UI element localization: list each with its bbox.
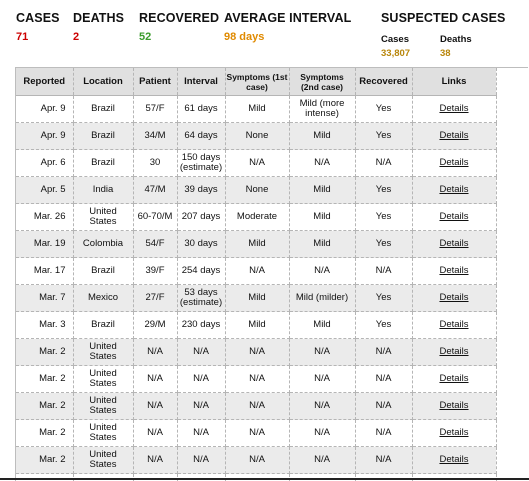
table-row (16, 96, 496, 123)
location-cell: United States (73, 366, 133, 393)
symptoms-2nd-cell: N/A (289, 447, 355, 474)
interval-cell: N/A (177, 339, 225, 366)
symptoms-1st-cell: N/A (225, 447, 289, 474)
recovered-cell: N/A (355, 420, 412, 447)
location-cell: United States (73, 447, 133, 474)
details-link[interactable]: Details (439, 184, 468, 195)
symptoms-2nd-cell: Mild (289, 312, 355, 339)
stat-suspected-label: SUSPECTED CASES (381, 11, 505, 25)
table-row (16, 447, 496, 474)
reported-cell: Apr. 5 (16, 177, 73, 204)
stat-deaths-label: DEATHS (73, 11, 124, 25)
symptoms-1st-cell: N/A (225, 393, 289, 420)
column-header-interval: Interval (177, 68, 225, 96)
patient-cell: 60-70/M (133, 204, 177, 231)
recovered-cell: Yes (355, 231, 412, 258)
links-cell (412, 231, 496, 258)
symptoms-2nd-cell: Mild (289, 123, 355, 150)
reported-cell: Apr. 6 (16, 150, 73, 177)
symptoms-2nd-cell: N/A (289, 150, 355, 177)
table-row (16, 420, 496, 447)
links-cell (412, 339, 496, 366)
table-row (16, 285, 496, 312)
reported-cell: Mar. 2 (16, 366, 73, 393)
details-link[interactable]: Details (439, 319, 468, 330)
symptoms-2nd-cell: N/A (289, 420, 355, 447)
interval-cell: N/A (177, 393, 225, 420)
patient-cell: 29/M (133, 312, 177, 339)
interval-cell: 207 days (177, 204, 225, 231)
stat-cases (16, 11, 60, 43)
table-row (16, 150, 496, 177)
location-cell: United States (73, 420, 133, 447)
links-cell (412, 312, 496, 339)
patient-cell: 39/F (133, 258, 177, 285)
recovered-cell: Yes (355, 204, 412, 231)
reported-cell: Mar. 2 (16, 393, 73, 420)
stat-average-interval (224, 11, 351, 43)
column-header-reported: Reported (16, 68, 73, 96)
location-cell: United States (73, 204, 133, 231)
reported-cell: Mar. 7 (16, 285, 73, 312)
stats-summary (0, 0, 529, 62)
location-cell: India (73, 177, 133, 204)
column-header-links: Links (412, 68, 496, 96)
recovered-cell: N/A (355, 339, 412, 366)
location-cell: United States (73, 393, 133, 420)
recovered-cell: Yes (355, 123, 412, 150)
table-row (16, 258, 496, 285)
stat-recovered-value: 52 (139, 31, 219, 43)
details-link[interactable]: Details (439, 346, 468, 357)
symptoms-1st-cell: Mild (225, 231, 289, 258)
location-cell: Brazil (73, 96, 133, 123)
interval-cell: N/A (177, 366, 225, 393)
column-header-location: Location (73, 68, 133, 96)
interval-cell: 30 days (177, 231, 225, 258)
suspected-cases-label: Cases (381, 33, 410, 47)
recovered-cell: N/A (355, 366, 412, 393)
column-header-symptoms-2nd: Symptoms (2nd case) (289, 68, 355, 96)
stat-average-interval-value: 98 days (224, 31, 351, 43)
links-cell (412, 204, 496, 231)
symptoms-2nd-cell: Mild (milder) (289, 285, 355, 312)
reported-cell: Mar. 2 (16, 447, 73, 474)
stat-deaths-value: 2 (73, 31, 124, 43)
symptoms-1st-cell: Mild (225, 312, 289, 339)
patient-cell: 54/F (133, 231, 177, 258)
table-row (16, 393, 496, 420)
stat-suspected (381, 11, 505, 25)
links-cell (412, 96, 496, 123)
patient-cell: N/A (133, 339, 177, 366)
interval-cell: N/A (177, 420, 225, 447)
patient-cell: 30 (133, 150, 177, 177)
location-cell: Brazil (73, 150, 133, 177)
cases-table (16, 68, 497, 481)
suspected-deaths-value: 38 (440, 47, 472, 61)
interval-cell: 53 days (estimate) (177, 285, 225, 312)
symptoms-2nd-cell: Mild (289, 177, 355, 204)
details-link[interactable]: Details (439, 454, 468, 465)
table-row (16, 312, 496, 339)
location-cell: Brazil (73, 258, 133, 285)
symptoms-2nd-cell: N/A (289, 339, 355, 366)
reported-cell: Mar. 26 (16, 204, 73, 231)
reported-cell: Mar. 19 (16, 231, 73, 258)
reported-cell: Mar. 3 (16, 312, 73, 339)
recovered-cell: Yes (355, 312, 412, 339)
stat-cases-label: CASES (16, 11, 60, 25)
symptoms-2nd-cell: N/A (289, 366, 355, 393)
symptoms-1st-cell: N/A (225, 339, 289, 366)
interval-cell: 254 days (177, 258, 225, 285)
links-cell (412, 285, 496, 312)
symptoms-1st-cell: N/A (225, 366, 289, 393)
details-link[interactable]: Details (439, 130, 468, 141)
interval-cell: N/A (177, 447, 225, 474)
table-row (16, 177, 496, 204)
column-header-recovered: Recovered (355, 68, 412, 96)
recovered-cell: Yes (355, 96, 412, 123)
details-link[interactable]: Details (439, 400, 468, 411)
stat-average-interval-label: AVERAGE INTERVAL (224, 11, 351, 25)
recovered-cell: N/A (355, 447, 412, 474)
interval-cell: 39 days (177, 177, 225, 204)
stat-deaths (73, 11, 124, 43)
interval-cell: 61 days (177, 96, 225, 123)
details-link[interactable]: Details (439, 238, 468, 249)
details-link[interactable]: Details (439, 103, 468, 114)
links-cell (412, 258, 496, 285)
stat-recovered (139, 11, 219, 43)
details-link[interactable]: Details (439, 211, 468, 222)
table-row (16, 366, 496, 393)
location-cell: Mexico (73, 285, 133, 312)
patient-cell: 57/F (133, 96, 177, 123)
cases-table-container[interactable] (15, 67, 528, 481)
interval-cell: 230 days (177, 312, 225, 339)
links-cell (412, 447, 496, 474)
recovered-cell: Yes (355, 285, 412, 312)
stat-cases-value: 71 (16, 31, 60, 43)
symptoms-1st-cell: Mild (225, 285, 289, 312)
location-cell: Colombia (73, 231, 133, 258)
symptoms-1st-cell: N/A (225, 420, 289, 447)
symptoms-1st-cell: N/A (225, 258, 289, 285)
patient-cell: N/A (133, 366, 177, 393)
symptoms-2nd-cell: Mild (289, 204, 355, 231)
reported-cell: Apr. 9 (16, 123, 73, 150)
location-cell: United States (73, 339, 133, 366)
patient-cell: 27/F (133, 285, 177, 312)
interval-cell: 150 days (estimate) (177, 150, 225, 177)
location-cell: Brazil (73, 123, 133, 150)
location-cell: Brazil (73, 312, 133, 339)
patient-cell: 47/M (133, 177, 177, 204)
symptoms-1st-cell: Moderate (225, 204, 289, 231)
details-link[interactable]: Details (439, 292, 468, 303)
suspected-cases (381, 33, 410, 61)
patient-cell: N/A (133, 393, 177, 420)
recovered-cell: Yes (355, 177, 412, 204)
interval-cell: 64 days (177, 123, 225, 150)
reported-cell: Mar. 17 (16, 258, 73, 285)
column-header-symptoms-1st: Symptoms (1st case) (225, 68, 289, 96)
patient-cell: N/A (133, 420, 177, 447)
links-cell (412, 123, 496, 150)
details-link[interactable]: Details (439, 265, 468, 276)
table-header-row (16, 68, 496, 96)
symptoms-2nd-cell: N/A (289, 393, 355, 420)
stat-recovered-label: RECOVERED (139, 11, 219, 25)
table-row (16, 204, 496, 231)
details-link[interactable]: Details (439, 373, 468, 384)
patient-cell: 34/M (133, 123, 177, 150)
links-cell (412, 420, 496, 447)
recovered-cell: N/A (355, 393, 412, 420)
links-cell (412, 177, 496, 204)
symptoms-1st-cell: None (225, 177, 289, 204)
symptoms-2nd-cell: Mild (289, 231, 355, 258)
links-cell (412, 366, 496, 393)
details-link[interactable]: Details (439, 157, 468, 168)
reported-cell: Mar. 2 (16, 420, 73, 447)
reported-cell: Apr. 9 (16, 96, 73, 123)
column-header-patient: Patient (133, 68, 177, 96)
symptoms-1st-cell: None (225, 123, 289, 150)
suspected-deaths-label: Deaths (440, 33, 472, 47)
links-cell (412, 393, 496, 420)
symptoms-2nd-cell: Mild (more intense) (289, 96, 355, 123)
recovered-cell: N/A (355, 258, 412, 285)
symptoms-1st-cell: N/A (225, 150, 289, 177)
symptoms-1st-cell: Mild (225, 96, 289, 123)
details-link[interactable]: Details (439, 427, 468, 438)
symptoms-2nd-cell: N/A (289, 258, 355, 285)
table-row (16, 231, 496, 258)
patient-cell: N/A (133, 447, 177, 474)
suspected-deaths (440, 33, 472, 61)
recovered-cell: N/A (355, 150, 412, 177)
table-row (16, 123, 496, 150)
suspected-cases-value: 33,807 (381, 47, 410, 61)
reported-cell: Mar. 2 (16, 339, 73, 366)
table-row (16, 339, 496, 366)
links-cell (412, 150, 496, 177)
